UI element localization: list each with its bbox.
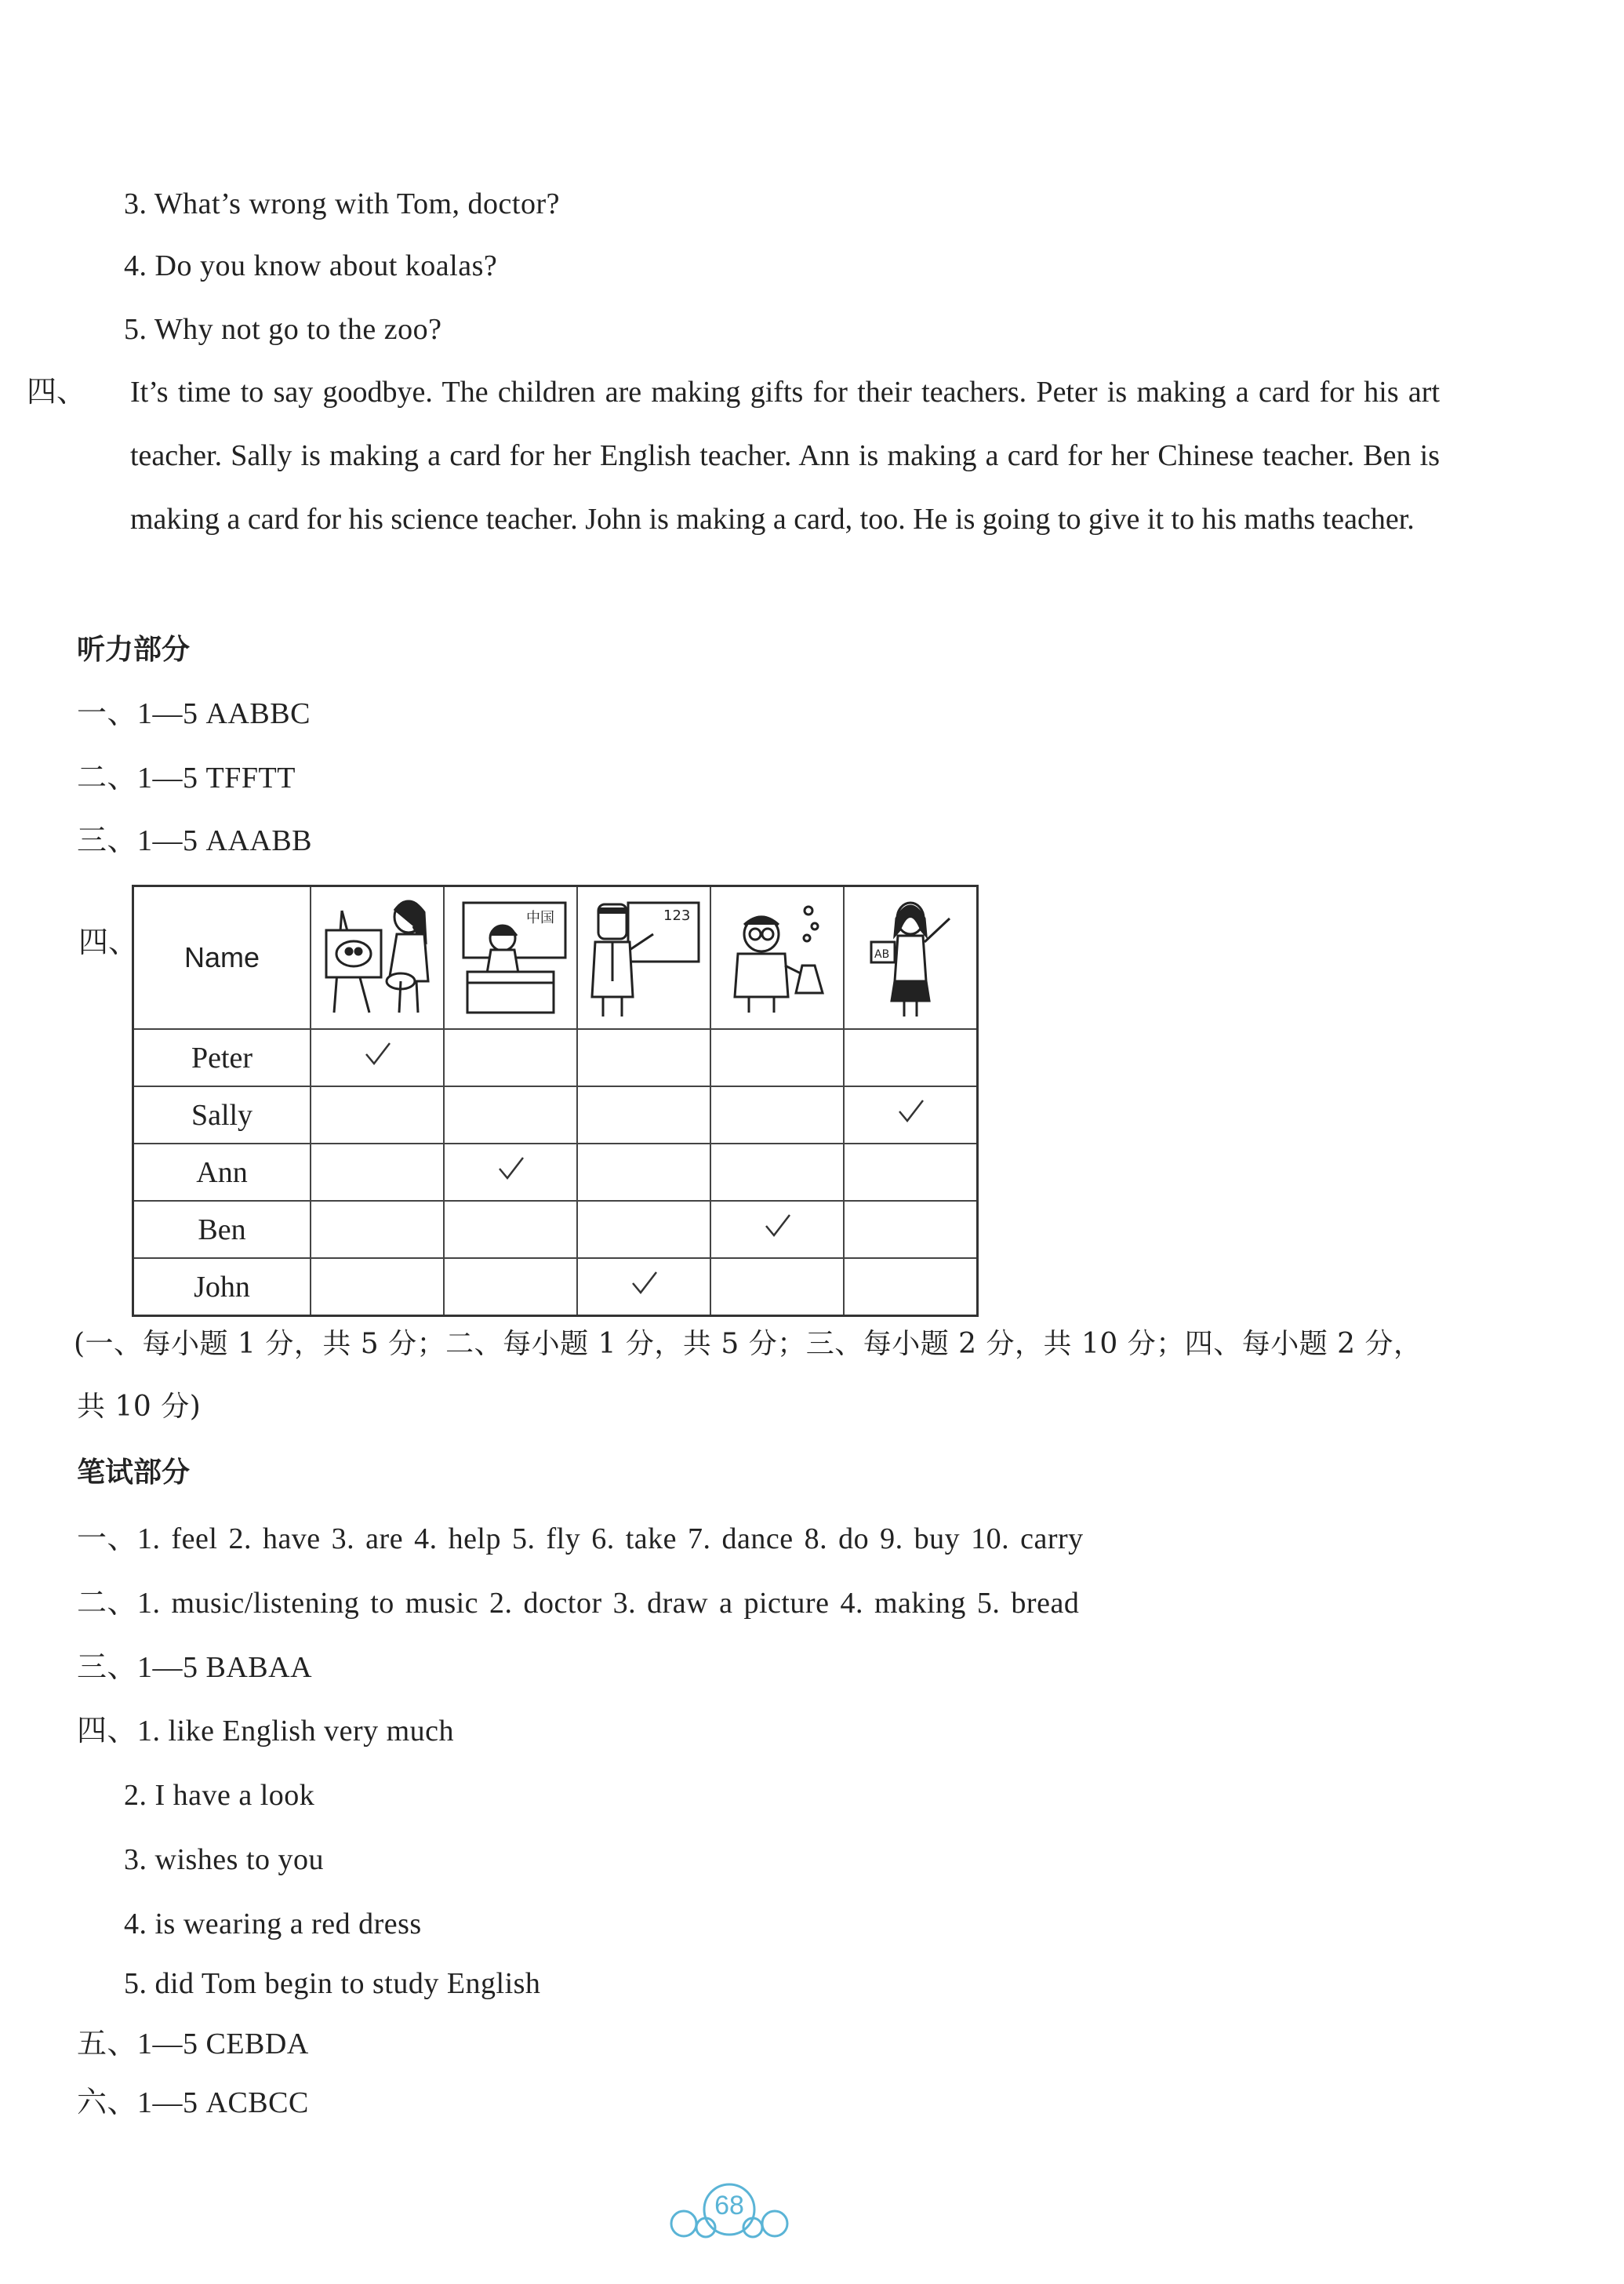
check-cell bbox=[844, 1258, 978, 1316]
check-cell bbox=[577, 1258, 710, 1316]
table-label: 四、 bbox=[78, 925, 139, 959]
listening-answer-1: 一、1—5 AABBC bbox=[77, 697, 311, 730]
scoring-note-2: 共 10 分) bbox=[77, 1391, 202, 1423]
written-sub-2: 2. I have a look bbox=[124, 1779, 315, 1812]
check-cell bbox=[844, 1086, 978, 1144]
check-cell bbox=[444, 1086, 577, 1144]
check-cell bbox=[577, 1029, 710, 1086]
listening-answer-3: 三、1—5 AAABB bbox=[77, 824, 313, 857]
science-teacher-icon bbox=[710, 886, 844, 1030]
passage-marker: 四、 bbox=[27, 376, 87, 409]
check-cell bbox=[844, 1029, 978, 1086]
chinese-teacher-icon bbox=[444, 886, 577, 1030]
check-cell bbox=[577, 1144, 710, 1201]
written-answer-6: 六、1—5 ACBCC bbox=[77, 2086, 309, 2119]
check-cell bbox=[577, 1086, 710, 1144]
table-header-row bbox=[133, 886, 978, 1030]
written-answer-4: 四、1. like English very much bbox=[77, 1715, 455, 1748]
page-number: 68 bbox=[714, 2191, 744, 2220]
check-cell bbox=[311, 1258, 444, 1316]
check-cell bbox=[577, 1201, 710, 1258]
checkmark-icon bbox=[361, 1038, 393, 1070]
check-cell bbox=[444, 1258, 577, 1316]
check-cell bbox=[710, 1258, 844, 1316]
table-row bbox=[133, 1029, 978, 1086]
scoring-note-1: (一、每小题 1 分，共 5 分；二、每小题 1 分，共 5 分；三、每小题 2 分，共 10 分；四、每小题 2 分， bbox=[74, 1328, 1422, 1360]
written-answer-2: 二、1. music/listening to music 2. doctor 3. draw a picture 4. making 5. bread bbox=[77, 1587, 1080, 1620]
name-header: Name bbox=[133, 886, 311, 1030]
check-cell bbox=[444, 1029, 577, 1086]
board-text-123: 123 bbox=[663, 907, 691, 924]
written-answer-1: 一、1. feel 2. have 3. are 4. help 5. fly 6. take 7. dance 8. do 9. buy 10. carry bbox=[77, 1522, 1084, 1555]
checkmark-icon bbox=[628, 1267, 659, 1299]
check-cell bbox=[710, 1029, 844, 1086]
check-cell bbox=[844, 1144, 978, 1201]
written-answer-5: 五、1—5 CEBDA bbox=[77, 2028, 309, 2060]
student-name: Sally bbox=[133, 1086, 311, 1144]
check-cell bbox=[844, 1201, 978, 1258]
check-cell bbox=[444, 1201, 577, 1258]
top-line-4: 4. Do you know about koalas? bbox=[124, 249, 498, 282]
written-answer-3: 三、1—5 BABAA bbox=[77, 1651, 313, 1684]
check-cell bbox=[710, 1201, 844, 1258]
table-row bbox=[133, 1144, 978, 1201]
top-line-5: 5. Why not go to the zoo? bbox=[124, 313, 442, 346]
student-name: Peter bbox=[133, 1029, 311, 1086]
table-row bbox=[133, 1086, 978, 1144]
written-sub-5: 5. did Tom begin to study English bbox=[124, 1967, 541, 2000]
check-cell bbox=[710, 1086, 844, 1144]
check-cell bbox=[444, 1144, 577, 1201]
board-text-zhongguo: 中国 bbox=[526, 910, 554, 926]
english-teacher-icon bbox=[844, 886, 978, 1030]
listening-passage bbox=[27, 361, 1440, 551]
passage-text: It’s time to say goodbye. The children are making gifts for their teachers. Peter is making a card for his art teacher. Sally is making a card for her English teacher. Ann is making a card for her Chinese teacher. Ben is making a card for his science teacher. John is making a card, too. He is going to give it to his maths teacher. bbox=[130, 376, 1440, 536]
card-text-ab: AB bbox=[874, 948, 890, 961]
checkmark-icon bbox=[495, 1153, 526, 1184]
page-number-badge bbox=[667, 2177, 792, 2247]
top-line-3: 3. What’s wrong with Tom, doctor? bbox=[124, 187, 560, 220]
student-name: John bbox=[133, 1258, 311, 1316]
listening-answer-2: 二、1—5 TFFTT bbox=[77, 762, 296, 795]
teacher-card-table bbox=[132, 885, 979, 1317]
listening-heading: 听力部分 bbox=[77, 634, 191, 666]
student-name: Ann bbox=[133, 1144, 311, 1201]
written-heading: 笔试部分 bbox=[77, 1457, 191, 1489]
check-cell bbox=[311, 1144, 444, 1201]
check-cell bbox=[311, 1029, 444, 1086]
check-cell bbox=[710, 1144, 844, 1201]
written-sub-4: 4. is wearing a red dress bbox=[124, 1908, 422, 1940]
check-cell bbox=[311, 1086, 444, 1144]
art-teacher-icon bbox=[311, 886, 444, 1030]
checkmark-icon bbox=[895, 1096, 926, 1127]
table-row bbox=[133, 1201, 978, 1258]
student-name: Ben bbox=[133, 1201, 311, 1258]
table-row bbox=[133, 1258, 978, 1316]
written-sub-3: 3. wishes to you bbox=[124, 1843, 324, 1876]
checkmark-icon bbox=[761, 1210, 793, 1242]
check-cell bbox=[311, 1201, 444, 1258]
maths-teacher-icon bbox=[577, 886, 710, 1030]
